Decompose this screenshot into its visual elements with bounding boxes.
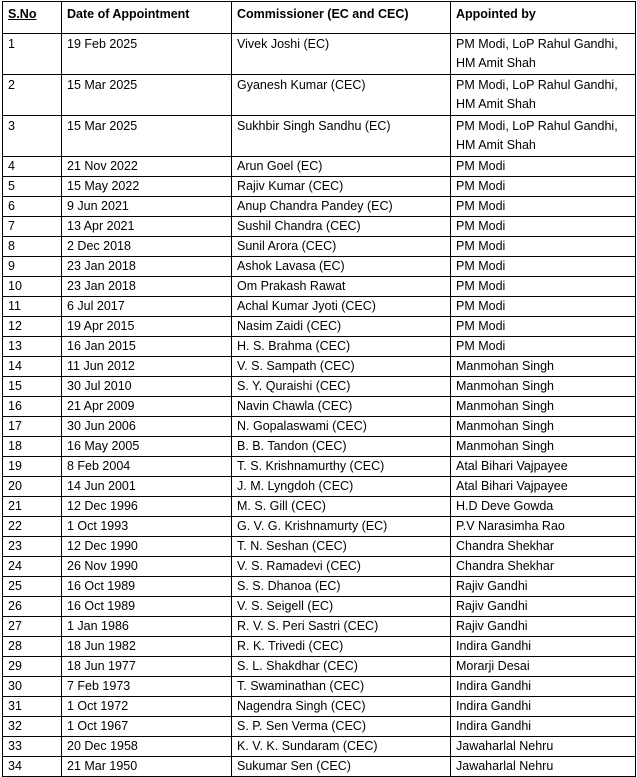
cell-date: 1 Oct 1967 (62, 717, 232, 737)
cell-date: 30 Jul 2010 (62, 377, 232, 397)
cell-date: 21 Nov 2022 (62, 157, 232, 177)
table-row (3, 357, 636, 377)
cell-appointed-by: PM Modi (451, 337, 636, 357)
table-row (3, 637, 636, 657)
cell-sno: 14 (3, 357, 62, 377)
cell-date: 11 Jun 2012 (62, 357, 232, 377)
header-date: Date of Appointment (62, 2, 232, 34)
cell-date: 15 Mar 2025 (62, 116, 232, 157)
cell-commissioner: Vivek Joshi (EC) (232, 34, 451, 75)
cell-sno: 32 (3, 717, 62, 737)
cell-sno: 1 (3, 34, 62, 75)
cell-commissioner: M. S. Gill (CEC) (232, 497, 451, 517)
table-row (3, 277, 636, 297)
cell-date: 18 Jun 1977 (62, 657, 232, 677)
table-row (3, 537, 636, 557)
cell-commissioner: S. S. Dhanoa (EC) (232, 577, 451, 597)
cell-appointed-by: Jawaharlal Nehru (451, 737, 636, 757)
cell-commissioner: Anup Chandra Pandey (EC) (232, 197, 451, 217)
cell-sno: 9 (3, 257, 62, 277)
cell-appointed-by: Atal Bihari Vajpayee (451, 477, 636, 497)
cell-date: 26 Nov 1990 (62, 557, 232, 577)
cell-appointed-by: Indira Gandhi (451, 697, 636, 717)
cell-sno: 31 (3, 697, 62, 717)
cell-sno: 20 (3, 477, 62, 497)
cell-appointed-by: P.V Narasimha Rao (451, 517, 636, 537)
cell-sno: 25 (3, 577, 62, 597)
cell-sno: 13 (3, 337, 62, 357)
cell-commissioner: Ashok Lavasa (EC) (232, 257, 451, 277)
cell-date: 16 Jan 2015 (62, 337, 232, 357)
cell-appointed-by: Indira Gandhi (451, 637, 636, 657)
cell-sno: 21 (3, 497, 62, 517)
cell-sno: 30 (3, 677, 62, 697)
cell-appointed-by: PM Modi (451, 277, 636, 297)
cell-appointed-by: Manmohan Singh (451, 397, 636, 417)
cell-sno: 23 (3, 537, 62, 557)
cell-commissioner: Om Prakash Rawat (232, 277, 451, 297)
cell-commissioner: V. S. Ramadevi (CEC) (232, 557, 451, 577)
table-row (3, 597, 636, 617)
cell-commissioner: S. P. Sen Verma (CEC) (232, 717, 451, 737)
cell-date: 1 Jan 1986 (62, 617, 232, 637)
cell-appointed-by: Manmohan Singh (451, 437, 636, 457)
cell-date: 20 Dec 1958 (62, 737, 232, 757)
cell-appointed-by: PM Modi (451, 217, 636, 237)
cell-appointed-by: Morarji Desai (451, 657, 636, 677)
cell-commissioner: T. S. Krishnamurthy (CEC) (232, 457, 451, 477)
cell-date: 16 May 2005 (62, 437, 232, 457)
table-row (3, 197, 636, 217)
cell-appointed-by: PM Modi (451, 317, 636, 337)
cell-appointed-by: PM Modi (451, 157, 636, 177)
cell-sno: 5 (3, 177, 62, 197)
cell-sno: 24 (3, 557, 62, 577)
cell-commissioner: Sukhbir Singh Sandhu (EC) (232, 116, 451, 157)
cell-date: 18 Jun 1982 (62, 637, 232, 657)
cell-appointed-by: Atal Bihari Vajpayee (451, 457, 636, 477)
cell-appointed-by: Rajiv Gandhi (451, 617, 636, 637)
header-sno: S.No (3, 2, 62, 34)
header-commissioner: Commissioner (EC and CEC) (232, 2, 451, 34)
table-row (3, 397, 636, 417)
cell-appointed-by: PM Modi, LoP Rahul Gandhi, HM Amit Shah (451, 116, 636, 157)
table-row (3, 497, 636, 517)
cell-date: 21 Apr 2009 (62, 397, 232, 417)
cell-commissioner: S. Y. Quraishi (CEC) (232, 377, 451, 397)
cell-appointed-by: PM Modi (451, 197, 636, 217)
cell-sno: 16 (3, 397, 62, 417)
cell-sno: 28 (3, 637, 62, 657)
cell-commissioner: Sunil Arora (CEC) (232, 237, 451, 257)
cell-appointed-by: Chandra Shekhar (451, 537, 636, 557)
table-row (3, 617, 636, 637)
table-row (3, 577, 636, 597)
cell-appointed-by: Rajiv Gandhi (451, 597, 636, 617)
cell-date: 1 Oct 1972 (62, 697, 232, 717)
cell-appointed-by: PM Modi (451, 237, 636, 257)
table-row (3, 297, 636, 317)
cell-appointed-by: Manmohan Singh (451, 357, 636, 377)
cell-sno: 8 (3, 237, 62, 257)
cell-commissioner: B. B. Tandon (CEC) (232, 437, 451, 457)
table-row (3, 457, 636, 477)
cell-sno: 7 (3, 217, 62, 237)
table-body (3, 34, 636, 777)
cell-sno: 3 (3, 116, 62, 157)
header-appointed-by: Appointed by (451, 2, 636, 34)
cell-sno: 19 (3, 457, 62, 477)
cell-commissioner: Sukumar Sen (CEC) (232, 757, 451, 777)
cell-commissioner: Nagendra Singh (CEC) (232, 697, 451, 717)
cell-sno: 17 (3, 417, 62, 437)
cell-date: 9 Jun 2021 (62, 197, 232, 217)
cell-sno: 22 (3, 517, 62, 537)
cell-commissioner: R. V. S. Peri Sastri (CEC) (232, 617, 451, 637)
table-row (3, 757, 636, 777)
cell-date: 19 Apr 2015 (62, 317, 232, 337)
cell-date: 23 Jan 2018 (62, 277, 232, 297)
table-row (3, 377, 636, 397)
table-row (3, 677, 636, 697)
table-row (3, 177, 636, 197)
table-row (3, 337, 636, 357)
table-row (3, 697, 636, 717)
cell-date: 6 Jul 2017 (62, 297, 232, 317)
table-row (3, 75, 636, 116)
table-row (3, 257, 636, 277)
table-header-row (3, 2, 636, 34)
cell-date: 12 Dec 1990 (62, 537, 232, 557)
table-row (3, 157, 636, 177)
cell-commissioner: Gyanesh Kumar (CEC) (232, 75, 451, 116)
cell-date: 23 Jan 2018 (62, 257, 232, 277)
cell-date: 16 Oct 1989 (62, 597, 232, 617)
cell-commissioner: J. M. Lyngdoh (CEC) (232, 477, 451, 497)
cell-commissioner: V. S. Sampath (CEC) (232, 357, 451, 377)
cell-date: 16 Oct 1989 (62, 577, 232, 597)
table-row (3, 237, 636, 257)
cell-commissioner: T. N. Seshan (CEC) (232, 537, 451, 557)
cell-sno: 6 (3, 197, 62, 217)
cell-commissioner: K. V. K. Sundaram (CEC) (232, 737, 451, 757)
table-row (3, 34, 636, 75)
cell-commissioner: Rajiv Kumar (CEC) (232, 177, 451, 197)
cell-commissioner: Sushil Chandra (CEC) (232, 217, 451, 237)
appointments-table (2, 1, 636, 777)
cell-commissioner: S. L. Shakdhar (CEC) (232, 657, 451, 677)
cell-commissioner: G. V. G. Krishnamurty (EC) (232, 517, 451, 537)
cell-sno: 27 (3, 617, 62, 637)
cell-date: 12 Dec 1996 (62, 497, 232, 517)
cell-commissioner: H. S. Brahma (CEC) (232, 337, 451, 357)
table-row (3, 116, 636, 157)
cell-appointed-by: PM Modi (451, 177, 636, 197)
cell-appointed-by: PM Modi (451, 297, 636, 317)
table-row (3, 657, 636, 677)
cell-appointed-by: Rajiv Gandhi (451, 577, 636, 597)
cell-date: 15 May 2022 (62, 177, 232, 197)
cell-date: 21 Mar 1950 (62, 757, 232, 777)
cell-commissioner: Navin Chawla (CEC) (232, 397, 451, 417)
cell-commissioner: T. Swaminathan (CEC) (232, 677, 451, 697)
table-row (3, 717, 636, 737)
cell-sno: 4 (3, 157, 62, 177)
cell-commissioner: R. K. Trivedi (CEC) (232, 637, 451, 657)
cell-appointed-by: Chandra Shekhar (451, 557, 636, 577)
cell-appointed-by: Indira Gandhi (451, 677, 636, 697)
cell-sno: 29 (3, 657, 62, 677)
cell-date: 13 Apr 2021 (62, 217, 232, 237)
cell-appointed-by: H.D Deve Gowda (451, 497, 636, 517)
cell-commissioner: V. S. Seigell (EC) (232, 597, 451, 617)
cell-sno: 12 (3, 317, 62, 337)
cell-sno: 18 (3, 437, 62, 457)
cell-sno: 15 (3, 377, 62, 397)
cell-appointed-by: Manmohan Singh (451, 417, 636, 437)
cell-date: 7 Feb 1973 (62, 677, 232, 697)
table-row (3, 217, 636, 237)
cell-commissioner: Arun Goel (EC) (232, 157, 451, 177)
cell-appointed-by: PM Modi (451, 257, 636, 277)
cell-commissioner: Nasim Zaidi (CEC) (232, 317, 451, 337)
table-row (3, 417, 636, 437)
cell-sno: 34 (3, 757, 62, 777)
table-row (3, 557, 636, 577)
table-row (3, 317, 636, 337)
cell-date: 19 Feb 2025 (62, 34, 232, 75)
cell-appointed-by: Indira Gandhi (451, 717, 636, 737)
cell-date: 15 Mar 2025 (62, 75, 232, 116)
table-row (3, 477, 636, 497)
table-row (3, 737, 636, 757)
cell-date: 30 Jun 2006 (62, 417, 232, 437)
cell-commissioner: N. Gopalaswami (CEC) (232, 417, 451, 437)
cell-commissioner: Achal Kumar Jyoti (CEC) (232, 297, 451, 317)
cell-date: 8 Feb 2004 (62, 457, 232, 477)
cell-appointed-by: PM Modi, LoP Rahul Gandhi, HM Amit Shah (451, 34, 636, 75)
cell-appointed-by: Jawaharlal Nehru (451, 757, 636, 777)
table-row (3, 517, 636, 537)
cell-date: 1 Oct 1993 (62, 517, 232, 537)
cell-sno: 10 (3, 277, 62, 297)
cell-sno: 26 (3, 597, 62, 617)
cell-appointed-by: PM Modi, LoP Rahul Gandhi, HM Amit Shah (451, 75, 636, 116)
cell-sno: 11 (3, 297, 62, 317)
cell-appointed-by: Manmohan Singh (451, 377, 636, 397)
cell-sno: 2 (3, 75, 62, 116)
cell-date: 2 Dec 2018 (62, 237, 232, 257)
cell-date: 14 Jun 2001 (62, 477, 232, 497)
table-row (3, 437, 636, 457)
cell-sno: 33 (3, 737, 62, 757)
